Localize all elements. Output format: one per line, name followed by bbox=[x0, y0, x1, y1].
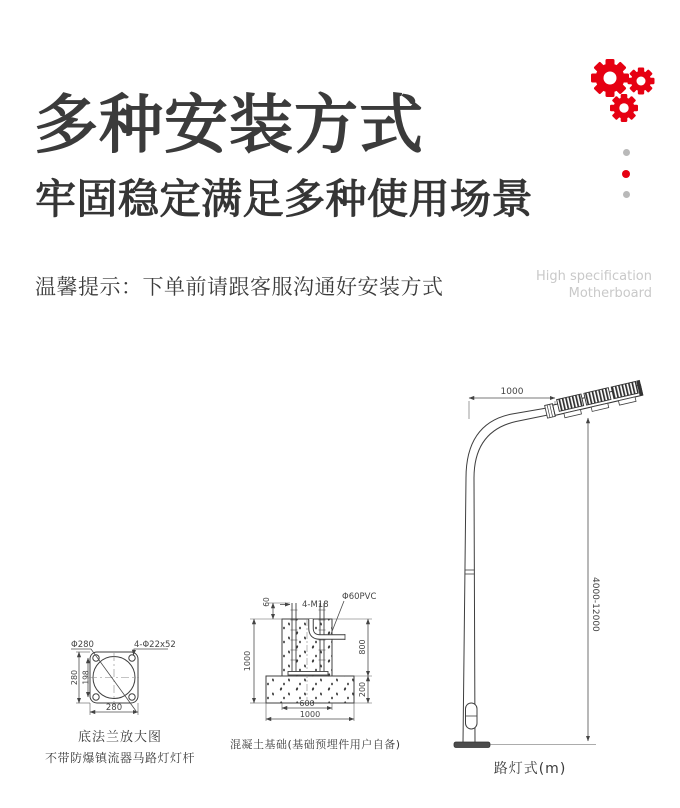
spec-watermark bbox=[536, 268, 652, 302]
foundation-upper-width-label: 600 bbox=[299, 699, 315, 708]
accent-dot-red bbox=[622, 170, 630, 178]
foundation-base-width-label: 1000 bbox=[299, 710, 321, 719]
tip-text: 温馨提示：下单前请跟客服沟通好安装方式 bbox=[35, 275, 444, 299]
flange-bolt-label: 4-Φ22x52 bbox=[133, 640, 176, 650]
flange-inner-label: 198 bbox=[81, 670, 90, 685]
accent-dot-gray-top bbox=[623, 149, 630, 156]
streetlight-caption: 路灯式(m) bbox=[493, 761, 567, 777]
streetlight-drawing bbox=[440, 365, 675, 778]
foundation-bolt-label: 4-M18 bbox=[302, 600, 329, 610]
flange-width-label: 280 bbox=[105, 703, 122, 713]
pole-height-label: 4000-12000 bbox=[590, 577, 600, 632]
pole-arm-length-label: 1000 bbox=[500, 387, 524, 397]
spec-watermark-line2: Motherboard bbox=[568, 286, 652, 301]
foundation-upper-height-label: 800 bbox=[358, 639, 367, 655]
foundation-diagram bbox=[230, 588, 400, 728]
page-subtitle: 牢固稳定满足多种使用场景 bbox=[35, 175, 533, 224]
foundation-caption: 混凝土基础(基础预埋件用户自备) bbox=[230, 738, 401, 751]
flange-diagram bbox=[33, 632, 208, 720]
gears-icon bbox=[584, 50, 674, 128]
flange-height-label: 280 bbox=[69, 669, 79, 686]
flange-caption: 底法兰放大图 bbox=[77, 730, 162, 745]
streetlight-diagram bbox=[440, 365, 675, 750]
foundation-total-height-label: 1000 bbox=[243, 650, 252, 672]
foundation-conduit-label: Φ60PVC bbox=[342, 592, 377, 602]
accent-dot-gray-bottom bbox=[623, 191, 630, 198]
spec-watermark-line1: High specification bbox=[536, 269, 652, 284]
flange-subcaption: 不带防爆镇流器马路灯灯杆 bbox=[44, 751, 195, 765]
flange-diameter-label: Φ280 bbox=[70, 640, 94, 650]
foundation-base-height-label: 200 bbox=[358, 681, 367, 698]
foundation-protrusion-label: 60 bbox=[262, 597, 271, 607]
foundation-drawing bbox=[230, 588, 400, 752]
page-title: 多种安装方式 bbox=[34, 88, 424, 163]
flange-drawing bbox=[30, 632, 210, 766]
